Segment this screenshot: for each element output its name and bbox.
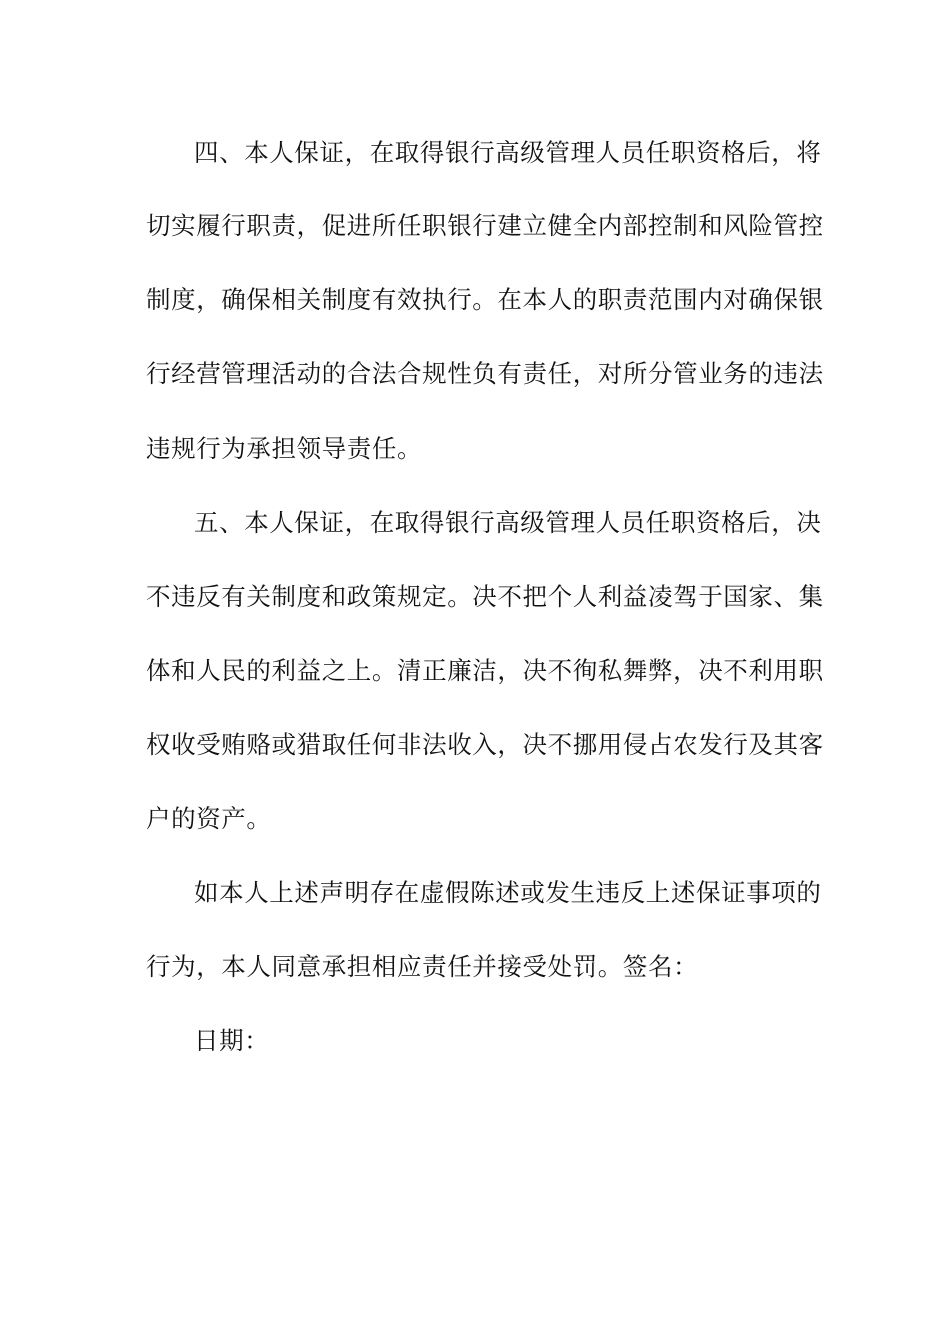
paragraph-line: 如本人上述声明存在虚假陈述或发生违反上述保证事项的 <box>194 878 822 907</box>
paragraph-line: 不违反有关制度和政策规定。决不把个人利益凌驾于国家、集 <box>146 582 824 611</box>
paragraph-line: 体和人民的利益之上。清正廉洁，决不徇私舞弊，决不利用职 <box>146 656 824 685</box>
paragraph-line: 四、本人保证，在取得银行高级管理人员任职资格后，将 <box>194 138 822 167</box>
paragraph-line: 行经营管理活动的合法合规性负有责任，对所分管业务的违法 <box>146 359 824 388</box>
paragraph-line: 户的资产。 <box>146 804 272 833</box>
paragraph-line: 制度，确保相关制度有效执行。在本人的职责范围内对确保银 <box>146 285 824 314</box>
paragraph-line: 违规行为承担领导责任。 <box>146 434 423 463</box>
paragraph-line: 五、本人保证，在取得银行高级管理人员任职资格后，决 <box>194 508 822 537</box>
paragraph-line: 切实履行职责，促进所任职银行建立健全内部控制和风险管控 <box>146 211 824 240</box>
signature-line: 行为，本人同意承担相应责任并接受处罚。签名： <box>146 952 699 981</box>
date-label: 日期： <box>194 1026 270 1055</box>
paragraph-line: 权收受贿赂或猎取任何非法收入，决不挪用侵占农发行及其客 <box>146 730 824 759</box>
